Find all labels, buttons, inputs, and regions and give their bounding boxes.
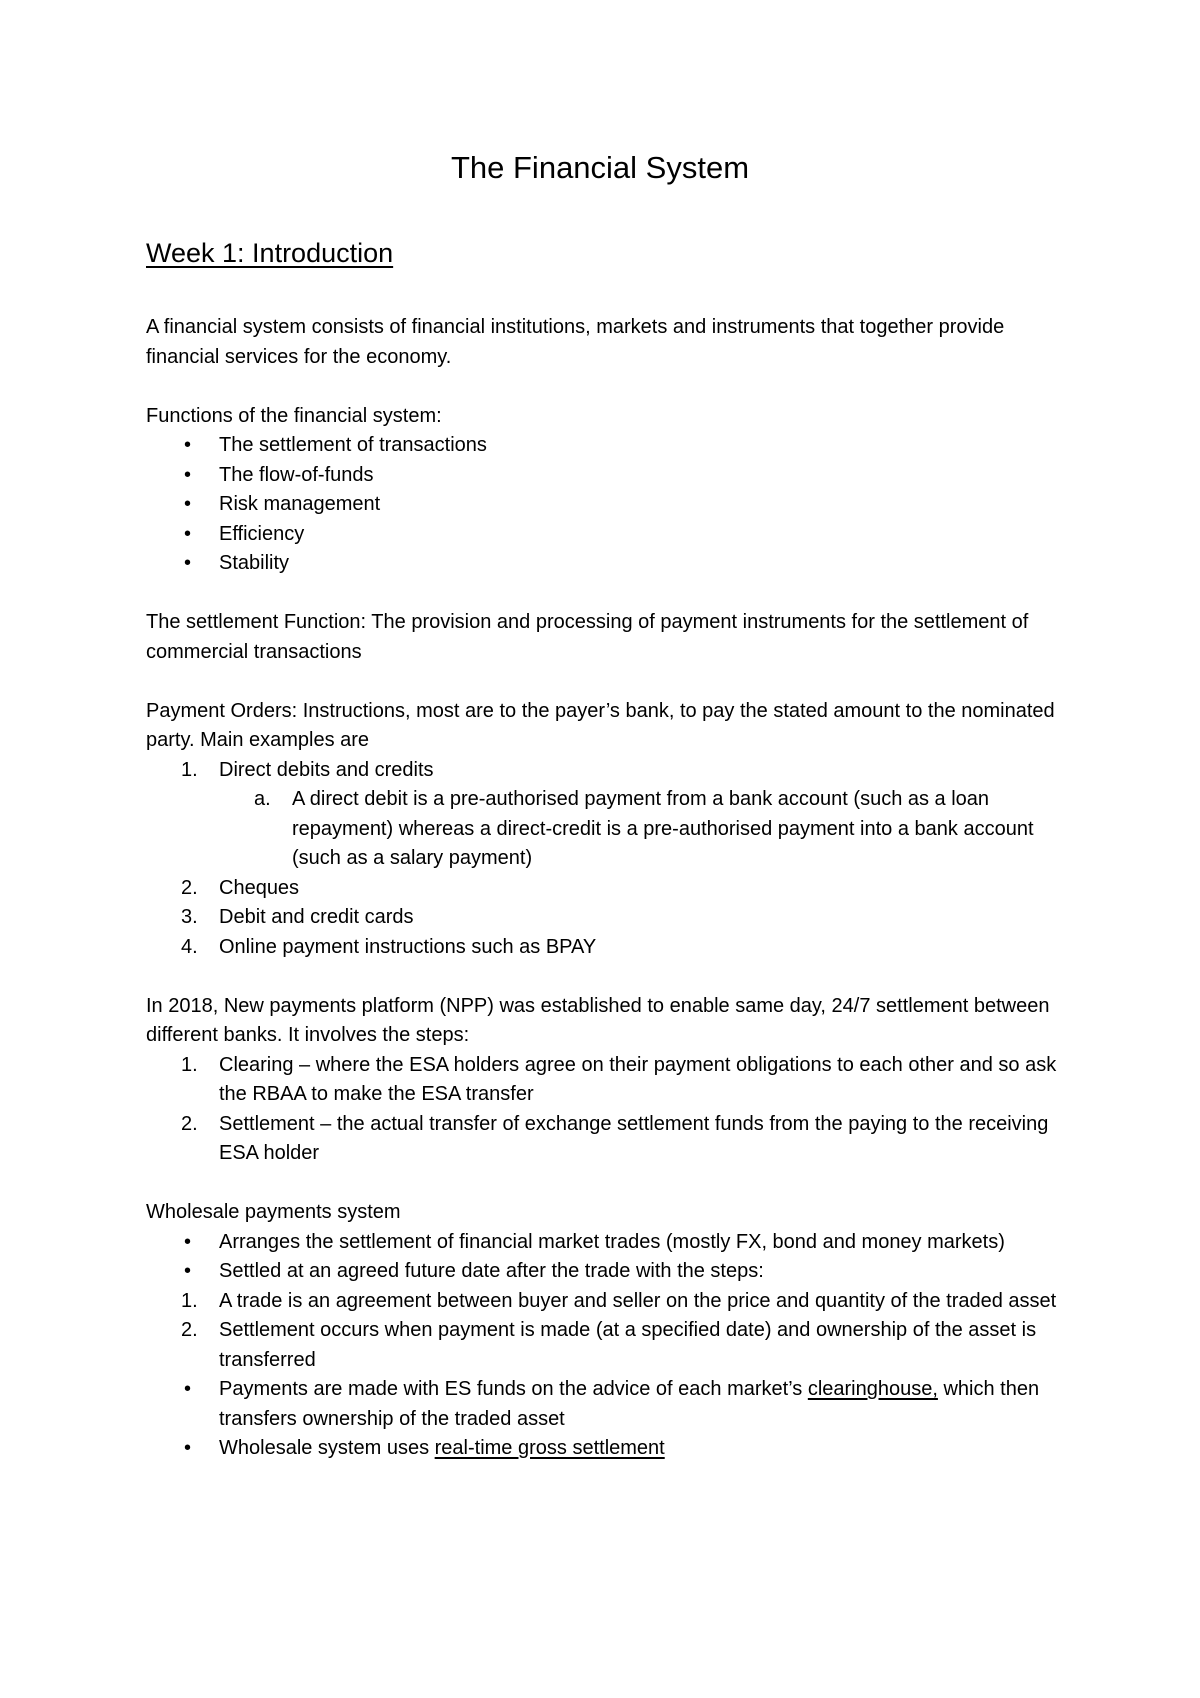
bullet-icon: •: [184, 1260, 192, 1282]
bullet-icon: •: [184, 1437, 192, 1459]
list-item: • Risk management: [146, 490, 1066, 520]
intro-paragraph: A financial system consists of financial institutions, markets and instruments that together provide financial services for the economy.: [146, 316, 1005, 368]
functions-label: Functions of the financial system:: [146, 404, 442, 427]
list-item: • Wholesale system uses real-time gross settlement: [146, 1434, 1066, 1464]
bullet-icon: •: [184, 493, 192, 515]
list-item: 1. Direct debits and credits: [181, 758, 434, 781]
wholesale-label: Wholesale payments system: [146, 1201, 401, 1223]
document-title: The Financial System: [450, 150, 750, 185]
list-item: • Arranges the settlement of financial market trades (mostly FX, bond and money markets): [146, 1228, 1066, 1258]
list-item: • Efficiency: [146, 520, 1066, 550]
list-item: 2. Settlement – the actual transfer of exchange settlement funds from the paying to the receiving ESA holder: [181, 1112, 1049, 1164]
list-item: 1. Clearing – where the ESA holders agree on their payment obligations to each other and so ask the RBAA to make the ESA transfer: [181, 1053, 1057, 1105]
payment-orders-paragraph: Payment Orders: Instructions, most are to the payer’s bank, to pay the stated amount to the nominated party. Main examples are: [146, 699, 1055, 751]
rtgs-term: real-time gross settlement: [434, 1437, 665, 1459]
payment-examples-list: [146, 756, 1066, 963]
settlement-function-paragraph: The settlement Function: The provision and processing of payment instruments for the settlement of commercial transactions: [146, 611, 1029, 663]
list-item: • The settlement of transactions: [146, 431, 1066, 461]
list-item: • The flow-of-funds: [146, 461, 1066, 491]
bullet-icon: •: [184, 463, 192, 486]
list-item: 2. Cheques: [181, 876, 300, 899]
list-item: • Stability: [146, 549, 1066, 579]
list-item: 1. A trade is an agreement between buyer and seller on the price and quantity of the traded asset: [181, 1289, 1057, 1312]
list-item: • Payments are made with ES funds on the advice of each market’s clearinghouse, which then transfers ownership of the traded asset: [146, 1375, 1066, 1434]
functions-list: [146, 431, 1066, 579]
npp-paragraph: In 2018, New payments platform (NPP) was established to enable same day, 24/7 settlement between different banks. It involves the steps:: [146, 994, 1050, 1046]
npp-steps-list: [146, 1051, 1066, 1169]
wholesale-list: [146, 1228, 1066, 1464]
bullet-icon: •: [184, 522, 192, 545]
list-item: 2. Settlement occurs when payment is made (at a specified date) and ownership of the asset is transferred: [181, 1319, 1037, 1371]
clearinghouse-term: clearinghouse,: [807, 1378, 938, 1400]
bullet-icon: •: [184, 1230, 192, 1253]
bullet-icon: •: [184, 552, 192, 574]
bullet-icon: •: [184, 1378, 192, 1400]
document-body: [146, 313, 1066, 1464]
bullet-icon: •: [184, 434, 192, 456]
list-item: 3. Debit and credit cards: [181, 906, 414, 928]
list-item: a. A direct debit is a pre-authorised payment from a bank account (such as a loan repayment) whereas a direct-credit is a pre-authorised payment into a bank account (such as a salary payment): [254, 788, 1034, 869]
list-item: 4. Online payment instructions such as BPAY: [181, 935, 597, 958]
list-item: • Settled at an agreed future date after the trade with the steps:: [146, 1257, 1066, 1287]
section-heading: Week 1: Introduction: [146, 238, 394, 268]
